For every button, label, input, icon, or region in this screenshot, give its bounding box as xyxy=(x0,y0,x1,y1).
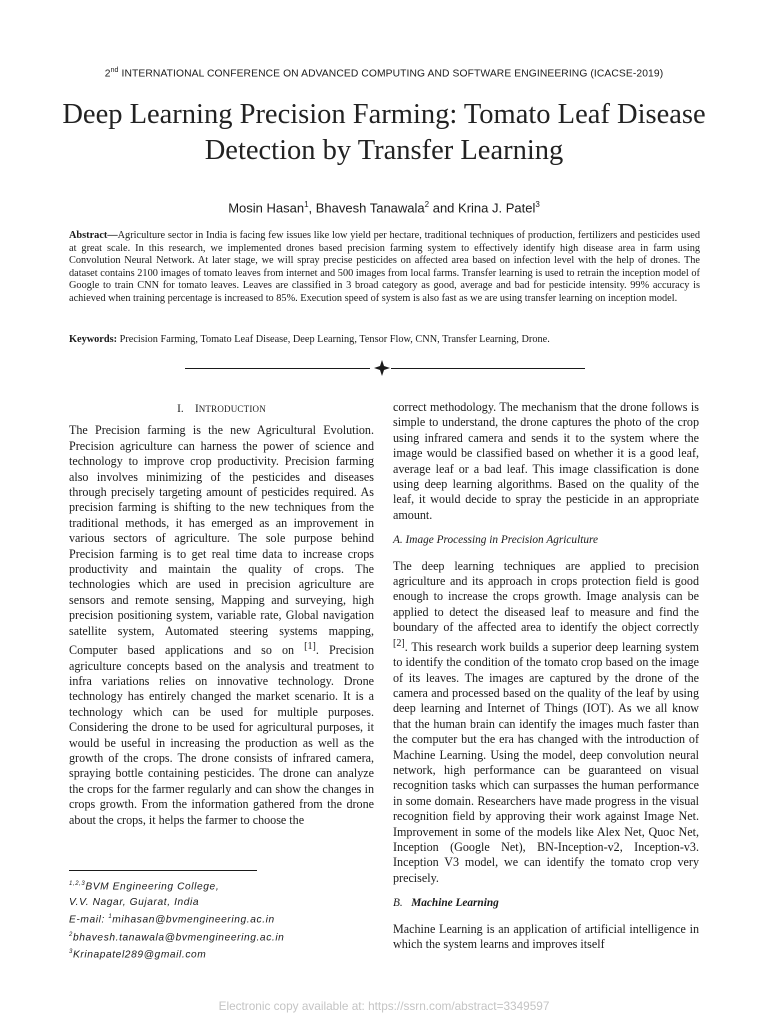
keywords-label: Keywords: xyxy=(69,334,120,345)
right-column xyxy=(393,400,699,952)
paragraph: Machine Learning is an application of artificial intelligence in which the system learns and improves itself xyxy=(393,921,699,952)
subsection-number: B. xyxy=(393,897,403,910)
paragraph-text: . Precision agriculture concepts based on the analysis and treatment to infra variations relies on innovative technology. Drone technology has entirely changed the market scenario. It is a technology which can be used for multiple purposes. Considering the drone to be used for agricultural purposes, it would be useful in increasing the production as well as the growth of the crops. The drone consists of infrared camera, spraying bottle containing pesticides. The drone can analyze the crops for the farmer regularly and can show the changes in crops growth. From the information gathered from the drone about the crops, it helps the farmer to choose the xyxy=(69,643,375,827)
author-2: Bhavesh Tanawala xyxy=(315,200,425,216)
abstract-text: Agriculture sector in India is facing few issues like low yield per hectare, traditional techniques of production, fertilizers and pesticides used at great scale. In this research, we implemented drones based precision farming system to effectively identify high disease area in farm using Convolution Neural Network. At later stage, we will spray precise pesticides on affected area based on infection level with the help of drones. The dataset contains 2100 images of tomato leaves from internet and 500 images from local farms. Transfer learning is used to retrain the inception model of Google to train CNN for tomato leaves. Leaves are classified in 3 broad category as good, average and bad for pesticide intensity. 99% accuracy is achieved when training percentage is increased to 85%. Execution speed of system is also fast as we are using transfer learning on inception model. xyxy=(69,230,700,304)
section-heading-introduction xyxy=(69,402,374,417)
abstract-label: Abstract— xyxy=(69,230,118,241)
affiliation-footnote xyxy=(69,877,369,963)
footnote-line xyxy=(69,928,369,946)
left-column xyxy=(69,402,374,828)
author-1-affiliation: 1 xyxy=(304,200,309,209)
conference-name: INTERNATIONAL CONFERENCE ON ADVANCED COMPUTING AND SOFTWARE ENGINEERING (ICACSE-2019) xyxy=(118,68,664,80)
footnote-marker: 3 xyxy=(69,949,73,956)
divider-line-left xyxy=(185,368,370,369)
conference-ordinal: nd xyxy=(110,67,119,74)
footnote-rule xyxy=(69,870,257,871)
footnote-line xyxy=(69,945,369,963)
keywords xyxy=(69,334,700,347)
conference-header xyxy=(0,67,768,79)
author-list xyxy=(0,200,768,215)
footnote-marker: 2 xyxy=(69,931,73,938)
author-3-affiliation: 3 xyxy=(535,200,540,209)
footnote-marker: 1 xyxy=(108,913,113,920)
ssrn-footer: Electronic copy available at: https://ssrn.com/abstract=3349597 xyxy=(218,999,550,1013)
author-3: Krina J. Patel xyxy=(458,200,536,216)
email-2: bhavesh.tanawala@bvmengineering.ac.in xyxy=(72,932,285,944)
section-number: I. xyxy=(177,403,184,415)
footnote-line xyxy=(69,910,369,928)
abstract xyxy=(69,230,700,306)
paragraph-text: The Precision farming is the new Agricultural Evolution. Precision agriculture can harness the power of science and technology to improve crop productivity. Precision farming also involves minimizing of the pesticides and diseases through precisely targeting amount of pesticides required. As precision farming is shifting to the new techniques from the traditional methods, it has emerged as an improvement in various sectors of agriculture. The sole purpose behind Precision farming is to get real time data to increase crops productivity and maintain the quality of crops. The technologies which are used in precision agriculture are sensors and remote sensing, Mapping and surveying, high precision positioning system, variable rate, Global navigation satellite system, Automated steering systems mapping, Computer based applications and so on xyxy=(69,423,374,658)
footnote-text: BVM Engineering College, xyxy=(85,881,220,893)
email-3: Krinapatel289@gmail.com xyxy=(72,949,207,961)
paragraph: correct methodology. The mechanism that the drone follows is simple to understand, the drone captures the photo of the crop using infrared camera and sends it to the system where the image would be classified based on whether it is a good leaf, average leaf or a bad leaf. This image classification is done using deep learning algorithms. Based on the quality of the leaf, it would decide to spray the pesticide in an appropriate amount. xyxy=(393,400,699,522)
paragraph-text: The deep learning techniques are applied to precision agriculture and its approach in crops protection field is good enough to increase the crops growth. Image analysis can be applied to detect the diseased leaf to measure and find the boundary of the affected area to identify the object correctly xyxy=(393,558,699,635)
subsection-heading-image-processing: A. Image Processing in Precision Agriculture xyxy=(393,534,598,547)
author-1: Mosin Hasan xyxy=(228,200,305,216)
diamond-ornament-icon xyxy=(374,360,390,376)
paragraph-text: . This research work builds a superior deep learning system to identify the condition of the tomato crop based on the image of its leaves. The images are captured by the drone of the camera and processed based on the quality of the leaf by using deep learning and Internet of Things (IOT). As we all know that the human brain can identify the images much faster than the computer but the era has changed with the introduction of Machine Learning. Using the model, deep convolution neural network, high performance can be guaranteed on visual recognition tasks which can surpasses the human performance in some domain. Researchers have made progress in the visual recognition field by approving their work against Image Net. Improvement in some of the models like Alex Net, Quoc Net, Inception (Google Net), BN-Inception-v2, Inception-v3. Inception V3 model, we can identify the tomato crop very precisely. xyxy=(393,639,699,885)
author-separator: and xyxy=(429,200,459,216)
footnote-line xyxy=(69,877,369,895)
author-2-affiliation: 2 xyxy=(424,200,430,209)
paper-title: Deep Learning Precision Farming: Tomato Leaf Disease Detection by Transfer Learning xyxy=(62,99,706,166)
paragraph xyxy=(69,423,374,828)
footnote-marker: 1,2,3 xyxy=(69,881,86,887)
section-title-rest: NTRODUCTION xyxy=(198,404,266,414)
footnote-line: V.V. Nagar, Gujarat, India xyxy=(69,896,200,908)
author-separator: , xyxy=(308,200,316,216)
citation: [2] xyxy=(393,637,405,649)
subsection-heading-machine-learning xyxy=(393,896,699,911)
subsection-title: Machine Learning xyxy=(411,897,499,910)
keywords-text: Precision Farming, Tomato Leaf Disease, Deep Learning, Tensor Flow, CNN, Transfer Learning, Drone. xyxy=(119,334,550,345)
section-title-initial: I xyxy=(194,403,199,415)
conference-number: 2 xyxy=(104,68,111,80)
footnote-text: E-mail: xyxy=(69,914,109,926)
section-divider xyxy=(185,360,585,376)
paragraph xyxy=(393,559,699,887)
divider-line-right xyxy=(391,368,585,369)
citation: [1] xyxy=(304,641,316,653)
email-1: mihasan@bvmengineering.ac.in xyxy=(112,914,275,926)
